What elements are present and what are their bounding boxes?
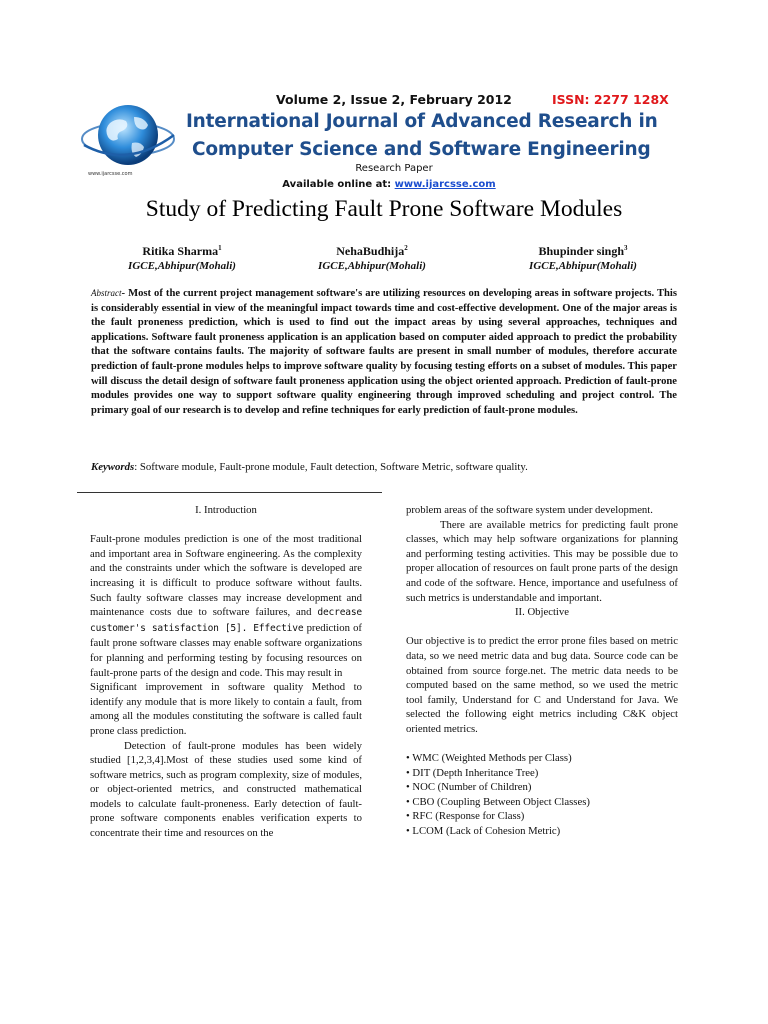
list-item: • NOC (Number of Children) bbox=[406, 781, 532, 794]
keywords-label: Keywords bbox=[91, 461, 135, 473]
objective-paragraph: Our objective is to predict the error prone files based on metric data, so we need metric data and bug data. Source code can be obtained from source forge.net. The metric data needs to be computed based on the same method, so we used the metric tool family, Understand for C and Understand for Java. We selected the following eight metrics including C&K object oriented metrics. bbox=[406, 635, 678, 735]
journal-title bbox=[186, 108, 686, 164]
author-affiliation: IGCE,Abhipur(Mohali) bbox=[529, 260, 637, 272]
author-2 bbox=[292, 240, 452, 274]
list-item: • LCOM (Lack of Cohesion Metric) bbox=[406, 825, 561, 838]
available-online-line bbox=[0, 179, 768, 190]
section-heading-objective: II. Objective bbox=[514, 606, 569, 619]
intro-paragraph-2: Significant improvement in software quality Method to identify any module that is more likely to contain a fault, from among all the modules constituting the software is called fault prone class prediction. bbox=[90, 681, 362, 737]
section-divider bbox=[77, 492, 382, 493]
list-item: • DIT (Depth Inheritance Tree) bbox=[406, 766, 539, 779]
list-item: • CBO (Coupling Between Object Classes) bbox=[406, 795, 590, 808]
paper-title: Study of Predicting Fault Prone Software Modules bbox=[145, 196, 623, 222]
abstract-label: Abstract bbox=[91, 288, 122, 298]
intro-paragraph-1: Fault-prone modules prediction is one of the most traditional and important area in Software engineering. As the complexity and the constraints under which the software is developed are increasing it is difficult to produce software without faults. Such faulty software classes may increase development and maintenance costs due to software failures, and decrease customer's satisfaction [5]. Effective prediction of fault prone software classes may enable software organizations for planning and performing testing by focusing resources on fault-prone parts of the design and code. This may result in bbox=[90, 533, 362, 679]
list-item: • RFC (Response for Class) bbox=[406, 810, 525, 823]
metrics-list bbox=[406, 751, 678, 839]
author-name: Bhupinder singh$^3$ bbox=[538, 244, 628, 258]
list-item: • WMC (Weighted Methods per Class) bbox=[406, 752, 572, 765]
logo-caption: www.ijarcsse.com bbox=[88, 171, 133, 177]
author-1 bbox=[102, 240, 262, 274]
intro-paragraph-4: There are available metrics for predicting fault prone classes, which may help software organizations for planning and performing testing activities. This may be possible due to proper allocation of resources on fault prone parts of the design and code of the software. Hence, importance and usefulness of such metrics is understandable and important. bbox=[406, 518, 678, 604]
paper-type-label: Research Paper bbox=[355, 163, 433, 174]
section-heading-introduction: I. Introduction bbox=[195, 504, 257, 516]
author-name: NehaBudhija$^2$ bbox=[336, 244, 408, 258]
available-online-prefix: Available online at: bbox=[282, 179, 395, 190]
abstract-text: - Most of the current project management software's are utilizing resources on developing areas in software projects. This is considerably essential in view of the meaningful impact towards time and cost-effective development. One of the major areas is the fault proneness prediction, which is used to find out the impact areas by using several approaches, techniques and applications. Software fault proneness application is an application based on computer aided approach to predict the probability that the software contains faults. The majority of software faults are present in small number of modules, therefore accurate prediction of fault-prone modules helps to improve software quality by focusing testing efforts on a subset of modules. This paper will discuss the detail design of software fault proneness application using the object oriented approach. Prediction of fault-prone modules provides one way to support software quality engineering through improved scheduling and project control. The primary goal of our research is to develop and refine techniques for early prediction of fault-prone modules. bbox=[91, 288, 677, 416]
author-affiliation: IGCE,Abhipur(Mohali) bbox=[128, 260, 236, 272]
intro-paragraph-continued: problem areas of the software system under development. bbox=[406, 504, 653, 516]
abstract bbox=[91, 286, 677, 418]
volume-info: Volume 2, Issue 2, February 2012 bbox=[276, 92, 512, 107]
journal-title-line-1: International Journal of Advanced Research in bbox=[186, 111, 658, 132]
keywords bbox=[91, 460, 571, 474]
author-affiliation: IGCE,Abhipur(Mohali) bbox=[318, 260, 426, 272]
journal-website-link[interactable]: www.ijarcsse.com bbox=[394, 179, 496, 190]
keywords-text: : Software module, Fault-prone module, Fault detection, Software Metric, software quality. bbox=[134, 461, 528, 473]
intro-paragraph-3: Detection of fault-prone modules has been widely studied [1,2,3,4].Most of these studies used some kind of software metrics, such as program complexity, size of modules, or object-oriented metrics, and constructed mathematical models to calculate fault-proneness. Early detection of fault-prone software components enables verification experts to concentrate their time and resources on the bbox=[90, 739, 362, 840]
left-column bbox=[90, 503, 362, 841]
author-3 bbox=[503, 240, 663, 274]
journal-title-line-2: Computer Science and Software Engineering bbox=[192, 139, 651, 160]
issn-number: ISSN: 2277 128X bbox=[552, 92, 669, 107]
author-name: Ritika Sharma$^1$ bbox=[142, 244, 222, 258]
right-column bbox=[406, 503, 678, 839]
